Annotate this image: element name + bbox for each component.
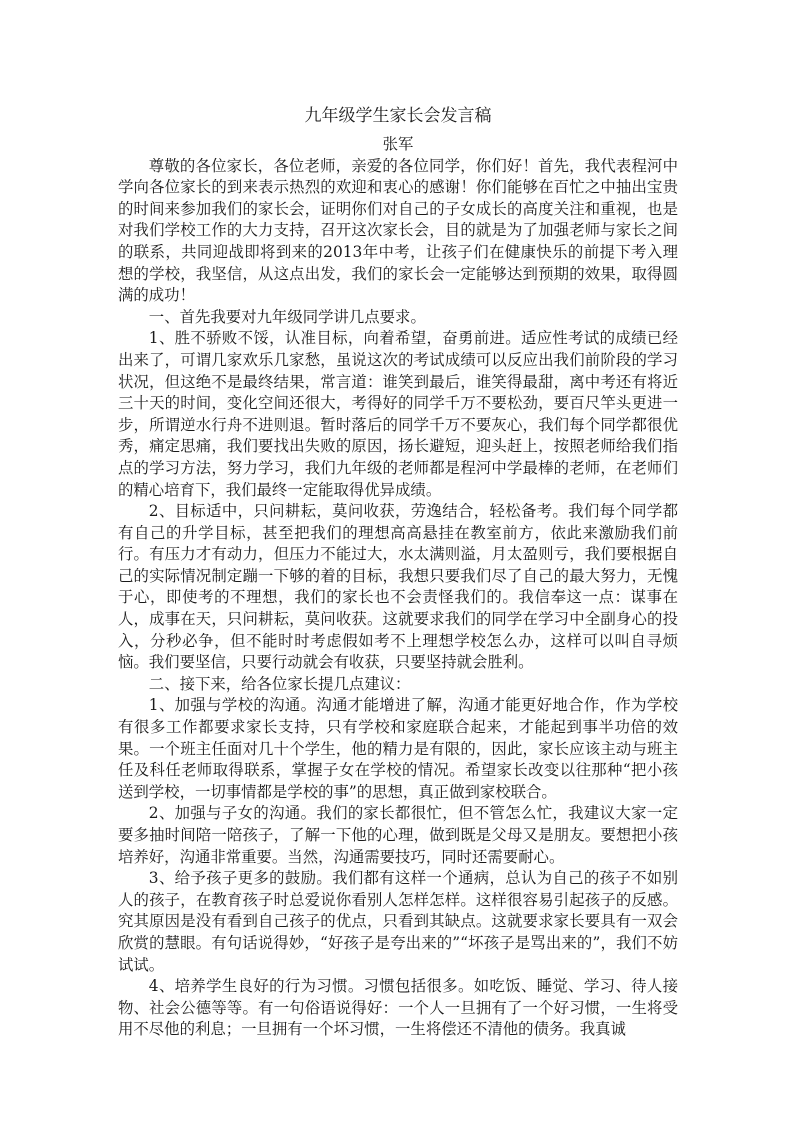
paragraph-student-point-2: 2、目标适中，只问耕耘，莫问收获，劳逸结合，轻松备考。我们每个同学都有自己的升学目标，甚至把我们的理想高高悬挂在教室前方，依此来激励我们前行。有压力才有动力，但压力不能过大，水太满则溢，月太盈则亏，我们要根据自己的实际情况制定蹦一下够的着的目标，我想只要我们尽了自己的最大努力，无愧于心，即使考的不理想，我们的家长也不会责怪我们的。我信奉这一点：谋事在人，成事在天，只问耕耘，莫问收获。这就要求我们的同学在学习中全副身心的投入，分秒必争，但不能时时考虑假如考不上理想学校怎么办，这样可以叫自寻烦恼。我们要坚信，只要行动就会有收获，只要坚持就会胜利。 <box>118 502 678 672</box>
paragraph-greeting: 尊敬的各位家长，各位老师，亲爱的各位同学，你们好！首先，我代表程河中学向各位家长的到来表示热烈的欢迎和衷心的感谢！你们能够在百忙之中抽出宝贵的时间来参加我们的家长会，证明你们对自己的子女成长的高度关注和重视，也是对我们学校工作的大力支持，召开这次家长会，目的就是为了加强老师与家长之间的联系，共同迎战即将到来的2013年中考，让孩子们在健康快乐的前提下考入理想的学校，我坚信，从这点出发，我们的家长会一定能够达到预期的效果，取得圆满的成功！ <box>118 156 678 305</box>
paragraph-student-point-1: 1、胜不骄败不馁，认准目标，向着希望，奋勇前进。适应性考试的成绩已经出来了，可谓几家欢乐几家愁，虽说这次的考试成绩可以反应出我们前阶段的学习状况，但这绝不是最终结果，常言道：谁笑到最后，谁笑得最甜，离中考还有将近三十天的时间，变化空间还很大，考得好的同学千万不要松劲，要百尺竿头更进一步，所谓逆水行舟不进则退。暂时落后的同学千万不要灰心，我们每个同学都很优秀，痛定思痛，我们要找出失败的原因，扬长避短，迎头赶上，按照老师给我们指点的学习方法，努力学习，我们九年级的老师都是程河中学最棒的老师，在老师们的精心培育下，我们最终一定能取得优异成绩。 <box>118 329 678 499</box>
document-page <box>118 104 678 1041</box>
paragraph-parent-point-4: 4、培养学生良好的行为习惯。习惯包括很多。如吃饭、睡觉、学习、待人接物、社会公德等等。有一句俗语说得好：一个人一旦拥有了一个好习惯，一生将受用不尽他的利息；一旦拥有一个坏习惯，一生将偿还不清他的债务。我真诚 <box>118 977 678 1039</box>
section-heading-parents: 二、接下来，给各位家长提几点建议： <box>148 674 411 693</box>
paragraph-parent-point-3: 3、给予孩子更多的鼓励。我们都有这样一个通病，总认为自己的孩子不如别人的孩子，在教育孩子时总爱说你看别人怎样怎样。这样很容易引起孩子的反感。究其原因是没有看到自己孩子的优点，只看到其缺点。这就要求家长要具有一双会欣赏的慧眼。有句话说得妙，“好孩子是夸出来的”“坏孩子是骂出来的”，我们不妨试试。 <box>118 869 678 974</box>
document-title: 九年级学生家长会发言稿 <box>304 106 492 126</box>
paragraph-parent-point-1: 1、加强与学校的沟通。沟通才能增进了解，沟通才能更好地合作，作为学校有很多工作都要求家长支持，只有学校和家庭联合起来，才能起到事半功倍的效果。一个班主任面对几十个学生，他的精力是有限的，因此，家长应该主动与班主任及科任老师取得联系，掌握子女在学校的情况。希望家长改变以往那种“把小孩送到学校，一切事情都是学校的事”的思想，真正做到家校联合。 <box>118 696 678 801</box>
paragraph-parent-point-2: 2、加强与子女的沟通。我们的家长都很忙，但不管怎么忙，我建议大家一定要多抽时间陪一陪孩子，了解一下他的心理，做到既是父母又是朋友。要想把小孩培养好，沟通非常重要。当然，沟通需要技巧，同时还需要耐心。 <box>118 804 678 866</box>
author-name: 张军 <box>382 135 414 153</box>
section-heading-students: 一、首先我要对九年级同学讲几点要求。 <box>148 307 426 326</box>
